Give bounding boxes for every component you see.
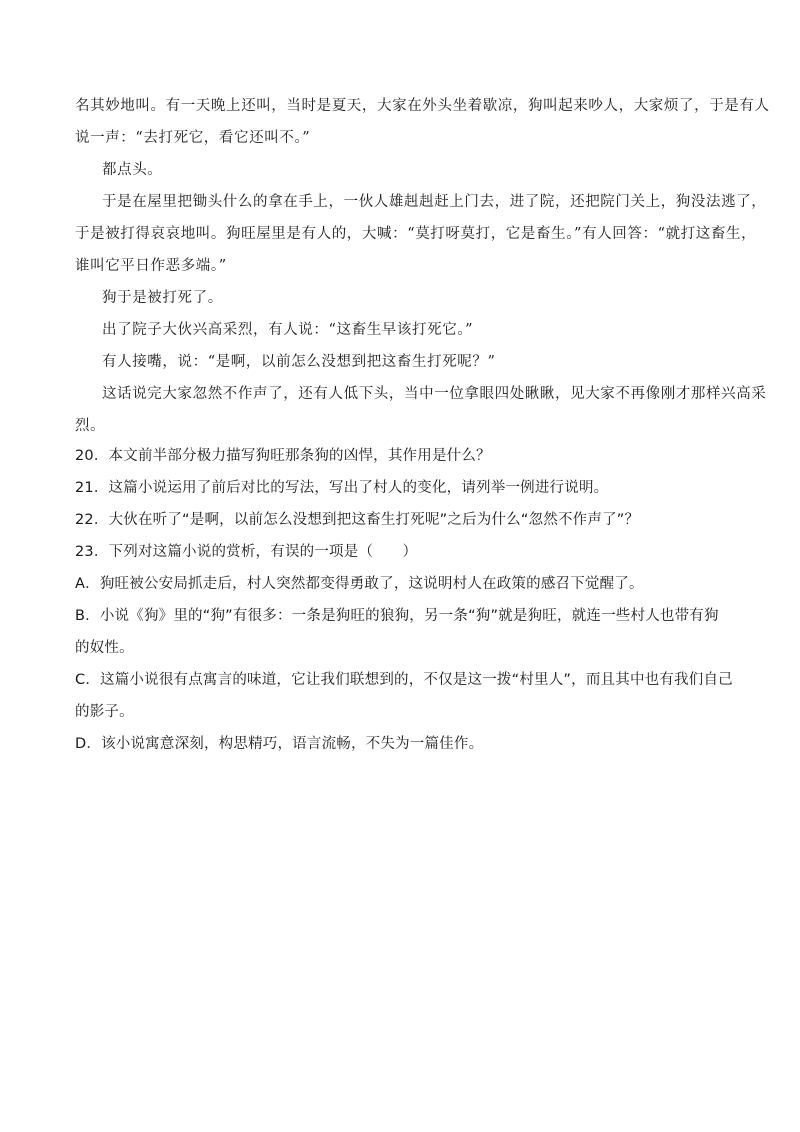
story-line-1: 名其妙地叫。有一天晚上还叫，当时是夏天，大家在外头坐着歇凉，狗叫起来吵人，大家烦了，于是有人 [75, 98, 770, 114]
option-b-line-2: 的奴性。 [75, 640, 134, 656]
question-22: 22．大伙在听了“是啊，以前怎么没想到把这畜生打死呢”之后为什么“忽然不作声了”？ [75, 512, 640, 528]
question-21: 21．这篇小说运用了前后对比的写法，写出了村人的变化，请列举一例进行说明。 [75, 480, 609, 496]
story-line-2: 说一声：“去打死它，看它还叫不。” [75, 130, 311, 146]
option-a: A．狗旺被公安局抓走后，村人突然都变得勇敢了，这说明村人在政策的感召下觉醒了。 [75, 576, 644, 592]
option-c-line-1: C．这篇小说很有点寓言的味道，它让我们联想到的，不仅是这一拨“村里人”，而且其中也有我们自己 [75, 672, 733, 688]
story-line-3: 都点头。 [102, 162, 163, 178]
story-line-6: 谁叫它平日作恶多端。” [75, 258, 227, 274]
option-b-line-1: B．小说《狗》里的“狗”有很多：一条是狗旺的狼狗，另一条“狗”就是狗旺，就连一些村人也带有狗 [75, 608, 719, 624]
story-line-8: 出了院子大伙兴高采烈，有人说：“这畜生早该打死它。” [102, 322, 474, 338]
question-23: 23．下列对这篇小说的赏析，有误的一项是（ ） [75, 544, 418, 560]
story-line-11: 烈。 [75, 418, 106, 434]
option-d: D．该小说寓意深刻，构思精巧，语言流畅，不失为一篇佳作。 [75, 736, 484, 752]
story-line-10: 这话说完大家忽然不作声了，还有人低下头，当中一位拿眼四处瞅瞅，见大家不再像刚才那样兴高采 [102, 386, 767, 402]
question-20: 20．本文前半部分极力描写狗旺那条狗的凶悍，其作用是什么？ [75, 448, 491, 464]
story-line-7: 狗于是被打死了。 [102, 290, 223, 306]
story-line-5: 于是被打得哀哀地叫。狗旺屋里是有人的，大喊：“莫打呀莫打，它是畜生。”有人回答：“就打这畜生， [75, 226, 757, 242]
story-line-9: 有人接嘴，说：“是啊，以前怎么没想到把这畜生打死呢？” [102, 354, 496, 370]
story-line-4: 于是在屋里把锄头什么的拿在手上，一伙人雄赳赳赶上门去，进了院，还把院门关上，狗没法逃了， [102, 194, 767, 210]
option-c-line-2: 的影子。 [75, 704, 134, 720]
